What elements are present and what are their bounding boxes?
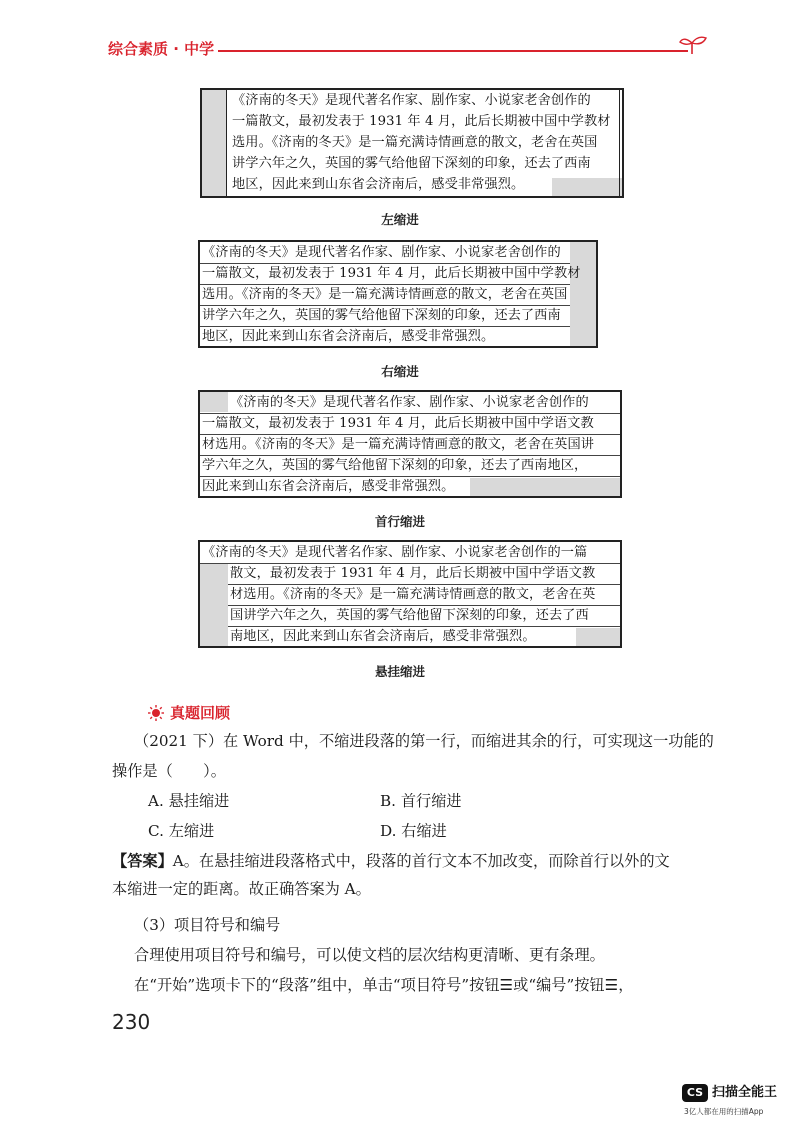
demo-line: 材选用。《济南的冬天》是一篇充满诗情画意的散文，老舍在英	[230, 587, 596, 602]
demo-caption: 首行缩进	[374, 514, 425, 529]
demo-caption: 悬挂缩进	[374, 664, 425, 679]
question-line: （2021 下）在 Word 中，不缩进段落的第一行，而缩进其余的行，可实现这一功能的	[134, 732, 714, 750]
scanner-slogan: 3亿人都在用的扫描App	[684, 1107, 764, 1116]
demo-line: 讲学六年之久，英国的雾气给他留下深刻的印象，还去了西南	[232, 156, 591, 171]
indent-shade	[570, 242, 596, 346]
indent-shade	[576, 628, 620, 646]
sprout-icon	[678, 34, 712, 56]
section-paragraph: 合理使用项目符号和编号，可以使文档的层次结构更清晰、更有条理。	[134, 946, 605, 964]
demo-caption: 左缩进	[381, 212, 419, 227]
demo-line: 地区，因此来到山东省会济南后，感受非常强烈。	[232, 177, 525, 192]
right-indent-demo	[198, 240, 598, 348]
demo-line: 学六年之久，英国的雾气给他留下深刻的印象，还去了西南地区，	[202, 458, 588, 473]
demo-line: 《济南的冬天》是现代著名作家、剧作家、小说家老舍创作的	[202, 245, 561, 260]
option-a: A. 悬挂缩进	[148, 792, 230, 810]
demo-line: 选用。《济南的冬天》是一篇充满诗情画意的散文，老舍在英国	[232, 135, 598, 150]
demo-line: 地区，因此来到山东省会济南后，感受非常强烈。	[202, 329, 495, 344]
scanner-name: 扫描全能王	[712, 1085, 778, 1100]
header-title: 综合素质 · 中学	[108, 40, 215, 58]
page-header	[108, 34, 708, 64]
cs-logo: CS	[682, 1084, 708, 1102]
option-d: D. 右缩进	[380, 822, 447, 840]
question-line: 操作是（ ）。	[112, 762, 226, 780]
page-number: 230	[112, 1010, 151, 1034]
demo-line: 一篇散文，最初发表于 1931 年 4 月，此后长期被中国中学语文教	[202, 416, 594, 431]
indent-shade	[470, 478, 620, 496]
demo-line: 国讲学六年之久，英国的雾气给他留下深刻的印象，还去了西	[230, 608, 589, 623]
demo-caption: 右缩进	[381, 364, 419, 379]
section-paragraph: 在“开始”选项卡下的“段落”组中，单击“项目符号”按钮☰或“编号”按钮☰，	[134, 976, 634, 994]
indent-shade	[200, 563, 228, 646]
demo-line: 《济南的冬天》是现代著名作家、剧作家、小说家老舍创作的	[232, 93, 591, 108]
indent-shade	[202, 90, 226, 196]
indent-shade	[200, 392, 228, 412]
answer-text: A。在悬挂缩进段落格式中，段落的首行文本不加改变，而除首行以外的文	[172, 852, 670, 870]
review-heading	[148, 702, 230, 723]
demo-line: 材选用。《济南的冬天》是一篇充满诗情画意的散文，老舍在英国讲	[202, 437, 595, 452]
answer-line	[112, 850, 670, 872]
header-rule	[218, 50, 688, 52]
option-c: C. 左缩进	[148, 822, 215, 840]
review-title: 真题回顾	[170, 704, 231, 722]
answer-line: 本缩进一定的距离。故正确答案为 A。	[112, 880, 371, 898]
scanner-watermark	[682, 1084, 782, 1122]
section-heading: （3）项目符号和编号	[134, 916, 281, 934]
hanging-indent-demo	[198, 540, 622, 648]
demo-line: 一篇散文，最初发表于 1931 年 4 月，此后长期被中国中学教材	[202, 266, 581, 281]
demo-line: 讲学六年之久，英国的雾气给他留下深刻的印象，还去了西南	[202, 308, 561, 323]
demo-line: 《济南的冬天》是现代著名作家、剧作家、小说家老舍创作的	[230, 395, 589, 410]
demo-line: 散文，最初发表于 1931 年 4 月，此后长期被中国中学语文教	[230, 566, 596, 581]
demo-line: 南地区，因此来到山东省会济南后，感受非常强烈。	[230, 629, 536, 644]
demo-line: 《济南的冬天》是现代著名作家、剧作家、小说家老舍创作的一篇	[202, 545, 588, 560]
demo-line: 选用。《济南的冬天》是一篇充满诗情画意的散文，老舍在英国	[202, 287, 568, 302]
answer-label: 【答案】	[112, 852, 173, 870]
left-indent-demo	[200, 88, 624, 198]
option-b: B. 首行缩进	[380, 792, 462, 810]
sun-icon	[148, 705, 164, 721]
demo-line: 因此来到山东省会济南后，感受非常强烈。	[202, 479, 455, 494]
demo-line: 一篇散文，最初发表于 1931 年 4 月，此后长期被中国中学教材	[232, 114, 611, 129]
first-line-indent-demo	[198, 390, 622, 498]
